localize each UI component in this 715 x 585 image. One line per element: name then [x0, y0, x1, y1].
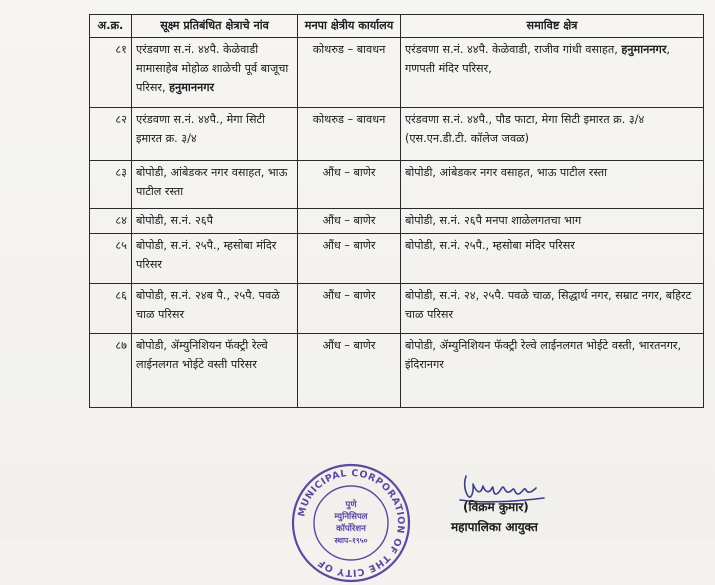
- serial-no: ८१: [90, 38, 132, 108]
- serial-no: ८७: [90, 334, 132, 408]
- included-area: बोपोडी, आंबेडकर नगर वसाहत, भाऊ पाटील रस्ता: [401, 161, 704, 209]
- included-area: बोपोडी, स.नं. २६पै मनपा शाळेलगतचा भाग: [401, 209, 704, 234]
- area-name: एरंडवणा स.नं. ४४पै., मेगा सिटी इमारत क्र. ३/४: [132, 108, 298, 161]
- signatory-name: (विक्रम कुमार): [463, 500, 529, 514]
- included-area: बोपोडी, स.नं. २४, २५पै. पवळे चाळ, सिद्धार्थ नगर, सम्राट नगर, बहिरट चाळ परिसर: [401, 284, 704, 334]
- ward-office: कोथरुड – बावधन: [298, 38, 401, 108]
- seal-ring-text: MUNICIPAL CORPORATION OF THE CITY OF: [296, 467, 407, 579]
- ward-office: औंध – बाणेर: [298, 334, 401, 408]
- seal-center-line: म्युनिसिपल: [334, 512, 368, 522]
- seal-outer-ring: [293, 465, 409, 581]
- included-area: एरंडवणा स.नं. ४४पै., पौड फाटा, मेगा सिटी इमारत क्र. ३/४ (एस.एन.डी.टी. कॉलेज जवळ): [401, 108, 704, 161]
- table-row: [90, 108, 704, 161]
- serial-no: ८६: [90, 284, 132, 334]
- seal-center-line: स्थाप–१९५०: [334, 536, 368, 545]
- ward-office: औंध – बाणेर: [298, 209, 401, 234]
- table-row: [90, 234, 704, 284]
- ward-office: औंध – बाणेर: [298, 234, 401, 284]
- table-row: [90, 209, 704, 234]
- serial-no: ८५: [90, 234, 132, 284]
- seal-center-line: पुणे: [345, 500, 357, 510]
- area-name: बोपोडी, स.नं. २४ब पै., २५पै. पवळे चाळ परिसर: [132, 284, 298, 334]
- serial-no: ८३: [90, 161, 132, 209]
- serial-no: ८४: [90, 209, 132, 234]
- header-included-area: समाविष्ट क्षेत्र: [401, 15, 704, 38]
- header-area-name: सूक्ष्म प्रतिबंधित क्षेत्राचे नांव: [132, 15, 298, 38]
- area-name: बोपोडी, ॲम्युनिशियन फॅक्ट्री रेल्वे लाईनलगत भोईटे वस्ती परिसर: [132, 334, 298, 408]
- table-header-row: [90, 15, 704, 38]
- table-row: [90, 284, 704, 334]
- ward-office: कोथरुड – बावधन: [298, 108, 401, 161]
- included-area: बोपोडी, ॲम्युनिशियन फॅक्ट्री रेल्वे लाईनलगत भोईटे वस्ती, भारतनगर, इंदिरानगर: [401, 334, 704, 408]
- included-area: बोपोडी, स.नं. २५पै., म्हसोबा मंदिर परिसर: [401, 234, 704, 284]
- table-row: [90, 334, 704, 408]
- seal-inner-ring: [314, 486, 388, 560]
- ward-office: औंध – बाणेर: [298, 284, 401, 334]
- area-name: बोपोडी, स.नं. २५पै., म्हसोबा मंदिर परिसर: [132, 234, 298, 284]
- table-row: [90, 38, 704, 108]
- svg-text:MUNICIPAL CORPORATION OF THE C: [296, 468, 406, 578]
- table-row: [90, 161, 704, 209]
- seal-center-line: कॉर्पोरेशन: [336, 524, 366, 534]
- serial-no: ८२: [90, 108, 132, 161]
- header-serial-no: अ.क्र.: [90, 15, 132, 38]
- area-name: बोपोडी, आंबेडकर नगर वसाहत, भाऊ पाटील रस्ता: [132, 161, 298, 209]
- signatory-designation: महापालिका आयुक्त: [451, 520, 538, 534]
- containment-zones-table: [89, 14, 704, 408]
- included-area: एरंडवणा स.नं. ४४पै. केळेवाडी, राजीव गांधी वसाहत, हनुमाननगर, गणपती मंदिर परिसर,: [401, 38, 704, 108]
- municipal-corporation-seal: [289, 461, 413, 585]
- area-name: एरंडवणा स.नं. ४४पै. केळेवाडी मामासाहेब मोहोळ शाळेची पूर्व बाजूचा परिसर, हनुमाननगर: [132, 38, 298, 108]
- header-ward-office: मनपा क्षेत्रीय कार्यालय: [298, 15, 401, 38]
- area-name: बोपोडी, स.नं. २६पै: [132, 209, 298, 234]
- ward-office: औंध – बाणेर: [298, 161, 401, 209]
